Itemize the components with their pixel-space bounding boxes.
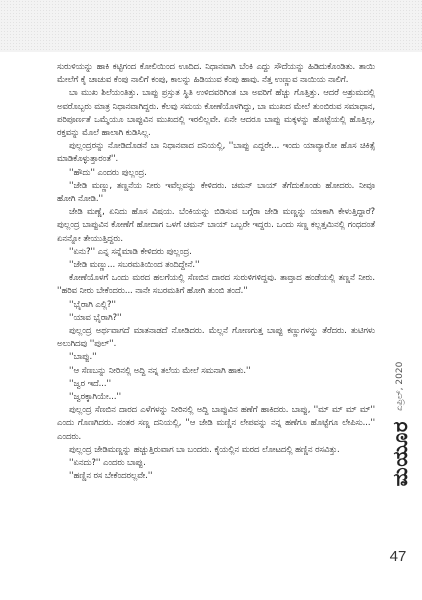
paragraph-7: ''ಏನು?'' ಎನ್ನ ಸನ್ನೆಮಾಡಿ ಕೇಳಿದರು ಪುಲ್ಲಂದ್ರ. (69, 245, 192, 256)
magazine-sidebar (387, 318, 413, 530)
magazine-logo: ಮಯೂರ (388, 421, 412, 487)
paragraph-2: ಬಾ ಮುಖ ಶಿಲೆಯಂತಿತ್ತು. ಬಾಪ್ಪು ಪ್ರಸ್ತುತ ಸ್ಥಿತಿ ಉಳಿದವರಿಗಿಂತ ಬಾ ಅವರಿಗೆ ಹೆಚ್ಚು ಗೊತ್ತಿತ್ತು. ಆದರೆ ಅಶ್ರುಮದಲ್ಲಿ ಅವರೊಬ್ಬರು ಮಾತ್ರ ನಿಧಾನವಾಗಿದ್ದರು. ಕೆಲವು ಸಮಯ ಕೋಣೆಯೊಳಗಿದ್ದು, ಬಾ ಮುಖದ ಮೇಲೆ ತುಂಬಿರುವ ಸಮಾಧಾನ, ಪರಿಪೂರ್ಣತೆ ಒಮ್ಮೆಯೂ ಬಾಪ್ಪುವಿನ ಮುಖದಲ್ಲಿ ಇರಲಿಲ್ಲವೇ. ಏನೇ ಆದರೂ ಬಾಪ್ಪು ಮಕ್ಕಳನ್ನು ಹೊಟ್ಟೆಯಲ್ಲಿ ಹೊತ್ತಿಲ್ಲ, ರಕ್ತವನ್ನು ಮೊಲೆ ಹಾಲಾಗಿ ಕುಡಿಸಿಲ್ಲ. (57, 87, 375, 138)
paragraph-15: ''ಜ್ವರ ಇದೆ...'' (69, 377, 112, 388)
issue-date: ಏಪ್ರಿಲ್, 2020 (395, 361, 405, 412)
page-body-text (57, 60, 375, 483)
paragraph-14: ''ಆ ಸೆಣಬನ್ನು ನೀರಿನಲ್ಲಿ ಅದ್ದಿ ನನ್ನ ತಲೆಯ ಮೇಲೆ ಸಮನಾಗಿ ಹಾಕು.'' (69, 364, 251, 375)
paragraph-12: ಪುಲ್ಲಂದ್ರ ಅರ್ಥವಾಗದೆ ಮಾತನಾಡದೆ ನೋಡಿದರು. ಮೆಲ್ಲನೆ ಗೋಣಗುತ್ತ ಬಾಪ್ಪು ಕಣ್ಣುಗಳನ್ನು ತೆರೆದರು. ತುಟಿಗಳು ಅಲುಗಿದವು ''ಪುಲ್''. (57, 325, 375, 349)
paragraph-20: ''ಹಣ್ಣಿನ ರಸ ಬೇಕೆಂದರಲ್ಲವೇ.'' (69, 470, 153, 481)
paragraph-10: ''ಭೈರಾಗಿ ಎಲ್ಲಿ?'' (69, 298, 116, 309)
paragraph-18: ಪುಲ್ಲಂದ್ರ ಜೇಡಿಮಣ್ಣನ್ನು ಹಚ್ಚುತ್ತಿರುವಾಗ ಬಾ ಬಂದರು. ಕೈಯಲ್ಲಿನ ಮರದ ಲೋಟದಲ್ಲಿ ಹಣ್ಣಿನ ರಸವಿತ್ತು. (69, 443, 340, 454)
paragraph-17: ಪುಲ್ಲಂದ್ರ ಸೆಣಬಿನ ದಾರದ ಎಳೆಗಳನ್ನು ನೀರಿನಲ್ಲಿ ಅದ್ದಿ ಬಾಪ್ಪುವಿನ ಹಣೆಗೆ ಹಾಕಿದರು. ಬಾಪ್ಪು, ''ಮ್ ಮ್ ಮ್ ಮ್'' ಎಂದು ಗೊಣಗಿದರು. ನಂತರ ಸಣ್ಣ ದನಿಯಲ್ಲಿ, ''ಆ ಜೇಡಿ ಮಣ್ಣಿನ ಲೇಪವನ್ನು ನನ್ನ ಹಣೆಗೂ ಹೊಟ್ಟೆಗೂ ಲೇಪಿಸು...'' ಎಂದರು. (57, 404, 375, 441)
paragraph-9: ಕೋಣೆಯೊಳಗೆ ಒಂದು ಮರದ ಹಲಗೆಯಲ್ಲಿ ಸೆಣಬಿನ ದಾರದ ಸುರುಳಿಗಳಿದ್ದವು. ತಾವ್ತಾದ ಹಂಡೆಯಲ್ಲಿ ತಣ್ಣನೆ ನೀರು. ''ಹರಿವ ನೀರು ಬೇಕೆಂದರು... ನಾನೇ ಸಬರಮತಿಗೆ ಹೋಗಿ ತುಂಬಿ ತಂದೆ.'' (57, 272, 375, 296)
page-header-texture (0, 0, 422, 52)
page-number: 47 (389, 548, 407, 565)
paragraph-13: ''ಬಾಪ್ಪು.'' (69, 351, 97, 362)
paragraph-5: ''ಜೇಡಿ ಮಣ್ಣು, ತಣ್ಣನೆಯ ನೀರು ಇವೆಲ್ಲವನ್ನು ಕೇಳಿದರು. ಚಮನ್ ಬಾಯ್ ತೆಗೆದುಕೊಂಡು ಹೋದರು. ನೀವೂ ಹೋಗಿ ನೋಡಿ.'' (57, 179, 375, 204)
paragraph-11: ''ಯಾವ ಭೈರಾಗಿ?'' (69, 311, 122, 322)
paragraph-19: ''ಏನದು?'' ಎಂದರು ಬಾಪ್ಪು. (69, 457, 146, 468)
paragraph-3: ಪುಲ್ಲಂದ್ರರನ್ನು ನೋಡಿದೊಡನೆ ಬಾ ನಿಧಾನವಾದ ದನಿಯಲ್ಲಿ, ''ಬಾಪ್ಪು ಎದ್ದರೇ... ಇಂದು ಯಾವ್ಯಾರೋ ಹೊಸ ಚಿಕಿತ್ಸೆ ಮಾಡಿಕೊಳ್ಳುತ್ತಾರಂತೆ''. (57, 140, 375, 164)
paragraph-6: ಜೇಡಿ ಮಣ್ಣೆ, ಏನಿದು ಹೊಸ ವಿಷಯ. ಬೆಂಕಿಯನ್ನು ಬಿಡಿಸುವ ಬಗ್ಗೆರಾ ಜೇಡಿ ಮಣ್ಣನ್ನು ಯಾಕಾಗಿ ಕೇಳುತ್ತಿದ್ದಾರೆ? ಪುಲ್ಲಂದ್ರ ಬಾಪ್ಪುವಿನ ಕೋಣೆಗೆ ಹೋದಾಗ ಒಳಗೆ ಚಮನ್ ಬಾಯ್ ಒಬ್ಬರೇ ಇದ್ದರು. ಒಂದು ಸಣ್ಣ ಕಲ್ಲತ್ತಮಿನಲ್ಲಿ ಗಂಧದಂತೆ ಏನನ್ನೋ ತೇಯುತ್ತಿದ್ದರು. (57, 206, 375, 243)
paragraph-4: ''ಹೌದು'' ಎಂದರು ಪುಲ್ಲಂದ್ರ. (69, 166, 147, 177)
paragraph-16: ''ಜ್ವರಕ್ಕಾಗಿಯೇ...'' (69, 391, 121, 402)
paragraph-8: ''ಜೇಡಿ ಮಣ್ಣು... ಸಬರಮತಿಯಿಂದ ತಂದಿದ್ದೇನೆ.'' (69, 259, 200, 270)
paragraph-1: ಸುರುಳಿಯನ್ನು ಹಾಕಿ ಕಟ್ಟಿಗಂದ ಕೋಲಿಯಿಂದ ಊದಿದ. ನಿಧಾನವಾಗಿ ಬೆಂಕಿ ಎದ್ದು ಸೌದೆಯನ್ನು ಹಿಡಿದುಕೊಂಡಿತು. ತಾಯಿ ಮೇಲೆಗೆ ಕೈ ಚಾಚುವ ಕೆಂಪು ನಾಲಿಗೆ ಕಂಪು, ಕಾಲನ್ನು ಹಿಡಿಯುವ ಕೆಂಪು ಹಾವು. ನೆತ್ತ ಉಣ್ಣುವ ನಾಯಿಯ ನಾಲಿಗೆ. (57, 61, 375, 85)
